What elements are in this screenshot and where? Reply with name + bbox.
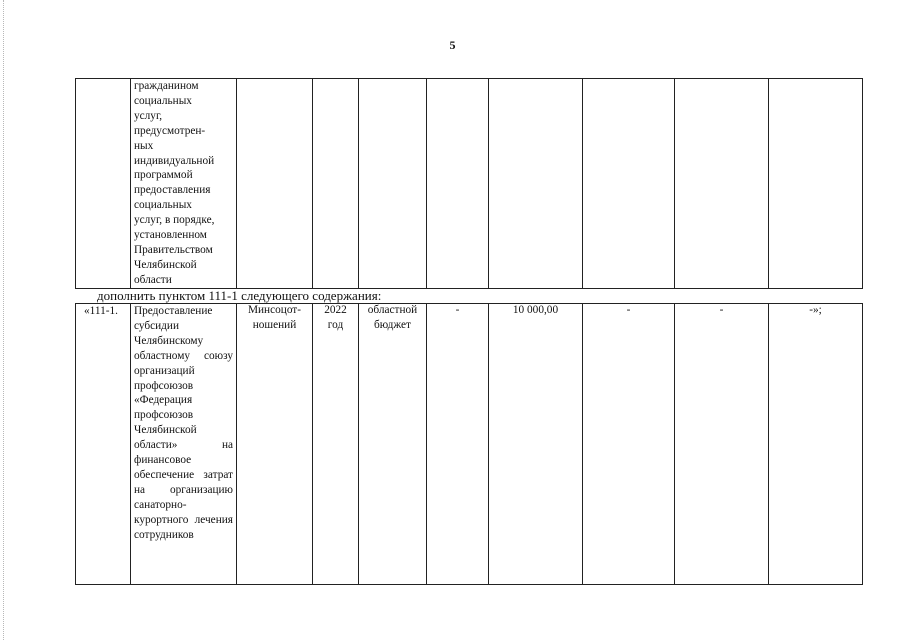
item-col5: -: [455, 304, 460, 316]
cell-col6: [489, 79, 583, 289]
cell-description: [131, 79, 237, 289]
cell-col7: [583, 79, 675, 289]
cell-year: [313, 79, 359, 289]
page-number: 5: [449, 38, 456, 52]
cell-col7: [583, 304, 675, 585]
cell-source: [359, 79, 427, 289]
cell-col8: [675, 304, 769, 585]
cell-description: [131, 304, 237, 585]
page-edge: [3, 0, 4, 640]
cell-col8: [675, 79, 769, 289]
cell-col5: [427, 304, 489, 585]
cell-executor: [237, 79, 313, 289]
add-instruction: дополнить пунктом 111-1 следующего содержания:: [97, 288, 382, 303]
table-row: [76, 304, 863, 585]
cell-number: [76, 79, 131, 289]
item-col7: -: [626, 304, 631, 316]
item-executor: Минсоцот- ношений: [247, 304, 302, 331]
item-description: Предоставление субсидии Челябинскому областному союзу организаций профсоюзов «Федерация профсоюзов Челябинской области» на финансовое обеспечение затрат на организацию санаторно-курортного лечения сотрудников: [134, 305, 233, 541]
item-source: областной бюджет: [367, 304, 418, 331]
table-new-item: [75, 303, 863, 585]
table-continuation: [75, 78, 863, 289]
cell-col5: [427, 79, 489, 289]
continuation-text: гражданином социальных услуг, предусмотрен- ных индивидуальной программой предоставления социальных услуг, в порядке, установленном Правительством Челябинской области: [134, 80, 215, 286]
table-row: [76, 79, 863, 289]
cell-executor: [237, 304, 313, 585]
cell-year: [313, 304, 359, 585]
item-col8: -: [719, 304, 724, 316]
item-year: 2022 год: [324, 304, 347, 331]
cell-col9: [769, 79, 863, 289]
cell-source: [359, 304, 427, 585]
cell-number: [76, 304, 131, 585]
cell-col9: [769, 304, 863, 585]
item-col6: 10 000,00: [512, 304, 559, 316]
cell-col6: [489, 304, 583, 585]
item-col9: -»;: [809, 304, 822, 316]
item-number: «111-1.: [84, 305, 118, 317]
